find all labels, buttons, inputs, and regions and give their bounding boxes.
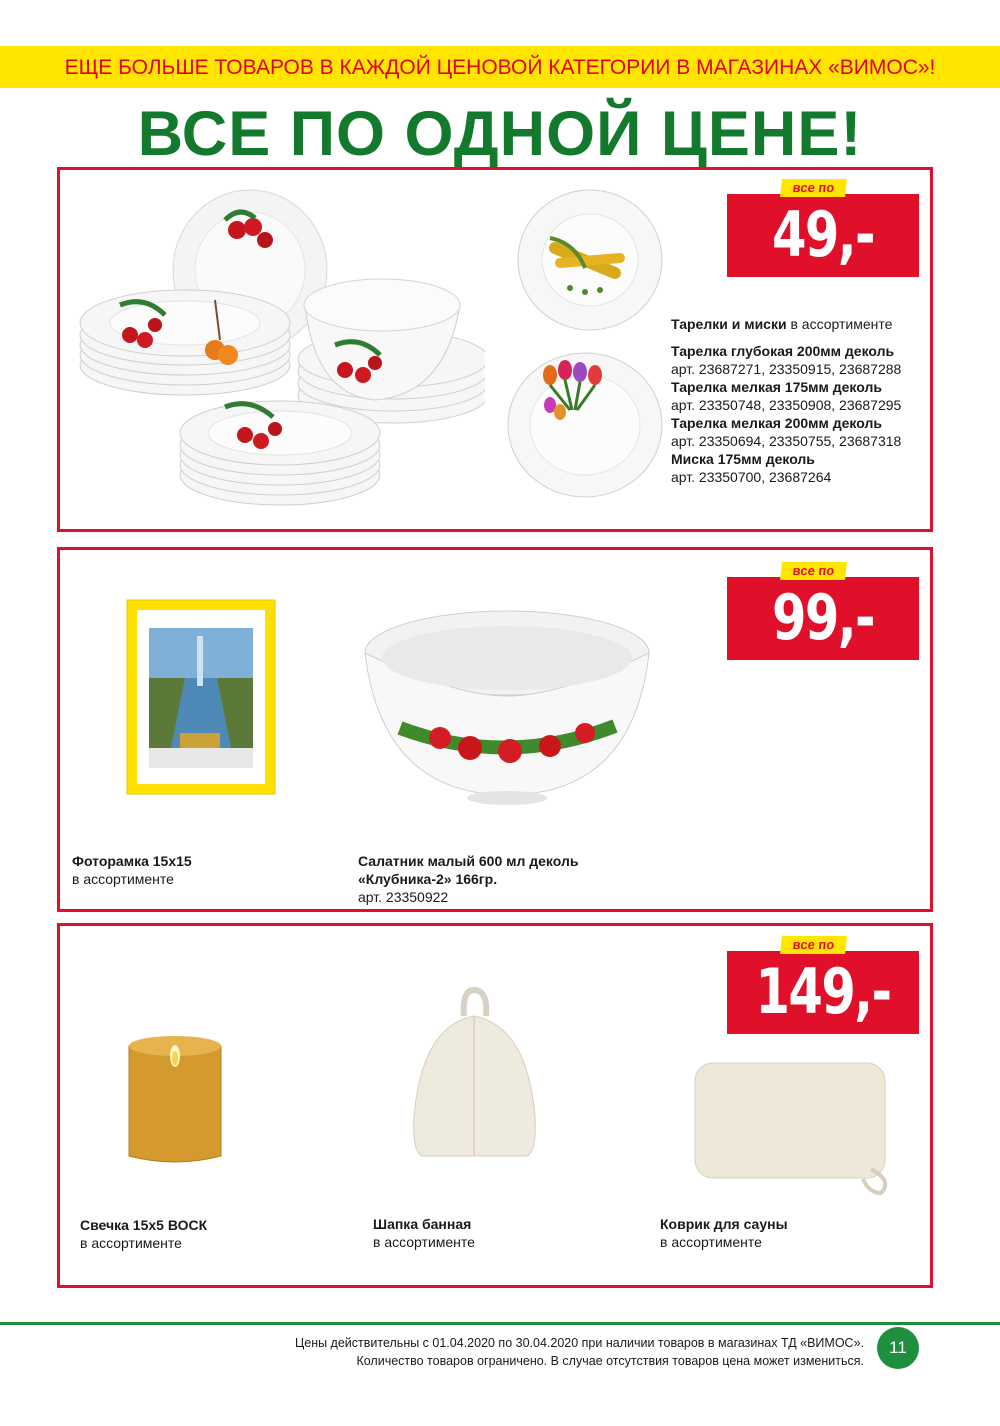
offer-section-149 [57, 923, 933, 1288]
page-number-badge: 11 [877, 1327, 919, 1369]
price-prefix: все по [780, 562, 847, 580]
product-name: Фоторамка 15х15 [72, 853, 192, 869]
dinnerware-intro-rest: в ассортименте [786, 316, 893, 332]
dinnerware-description [671, 315, 931, 486]
product-name: Салатник малый 600 мл деколь [358, 853, 579, 869]
top-banner [0, 46, 1000, 88]
item-name: Тарелка мелкая 200мм деколь [671, 415, 882, 431]
item-article: арт. 23350700, 23687264 [671, 469, 832, 485]
salad-bowl-caption [358, 852, 658, 906]
product-subtitle: в ассортименте [80, 1235, 182, 1251]
top-banner-text: ЕЩЕ БОЛЬШЕ ТОВАРОВ В КАЖДОЙ ЦЕНОВОЙ КАТЕГОРИИ В МАГАЗИНАХ «ВИМОС»! [64, 56, 936, 79]
product-subtitle: в ассортименте [373, 1234, 475, 1250]
product-subtitle: в ассортименте [72, 871, 174, 887]
dinnerware-intro-bold: Тарелки и миски [671, 316, 787, 332]
page-headline: ВСЕ ПО ОДНОЙ ЦЕНЕ! [137, 99, 863, 169]
salad-bowl-image [360, 608, 655, 808]
item-article: арт. 23350748, 23350908, 23687295 [671, 397, 902, 413]
footer-disclaimer [295, 1334, 864, 1370]
price-tag-49 [727, 180, 919, 277]
product-name: Шапка банная [373, 1216, 472, 1232]
photo-frame-image [125, 598, 277, 798]
plate-corn-decal-image [515, 188, 665, 333]
bath-hat-image [402, 986, 547, 1171]
price-tag-99 [727, 563, 919, 660]
item-article: арт. 23687271, 23350915, 23687288 [671, 361, 902, 377]
photo-frame-caption [72, 852, 322, 888]
item-name: Тарелка глубокая 200мм деколь [671, 343, 895, 359]
price-value: 99,- [771, 581, 875, 654]
item-name: Миска 175мм деколь [671, 451, 815, 467]
price-value: 49,- [771, 198, 875, 271]
product-name: Свечка 15х5 ВОСК [80, 1217, 208, 1233]
footer-line-2: Количество товаров ограничено. В случае отсутствия товаров цена может измениться. [356, 1354, 864, 1368]
bath-hat-caption [373, 1215, 593, 1251]
sauna-mat-caption [660, 1215, 880, 1251]
price-prefix: все по [780, 936, 847, 954]
price-prefix: все по [780, 179, 847, 197]
offer-section-49 [57, 167, 933, 532]
candle-caption [80, 1216, 300, 1252]
plate-tulips-decal-image [505, 350, 665, 500]
candle-image [125, 1026, 225, 1171]
item-name: Тарелка мелкая 175мм деколь [671, 379, 882, 395]
price-tag-149 [727, 937, 919, 1034]
item-article: арт. 23350694, 23350755, 23687318 [671, 433, 902, 449]
product-subtitle: в ассортименте [660, 1234, 762, 1250]
product-name: Коврик для сауны [660, 1216, 788, 1232]
footer-divider [0, 1322, 1000, 1325]
footer-line-1: Цены действительны с 01.04.2020 по 30.04.2020 при наличии товаров в магазинах ТД «ВИМОС». [295, 1336, 864, 1350]
product-name: «Клубника-2» 166гр. [358, 871, 498, 887]
offer-section-99 [57, 547, 933, 912]
dinnerware-set-image [75, 185, 485, 515]
price-value: 149,- [755, 955, 891, 1028]
sauna-mat-image [693, 1061, 893, 1196]
product-subtitle: арт. 23350922 [358, 889, 449, 905]
